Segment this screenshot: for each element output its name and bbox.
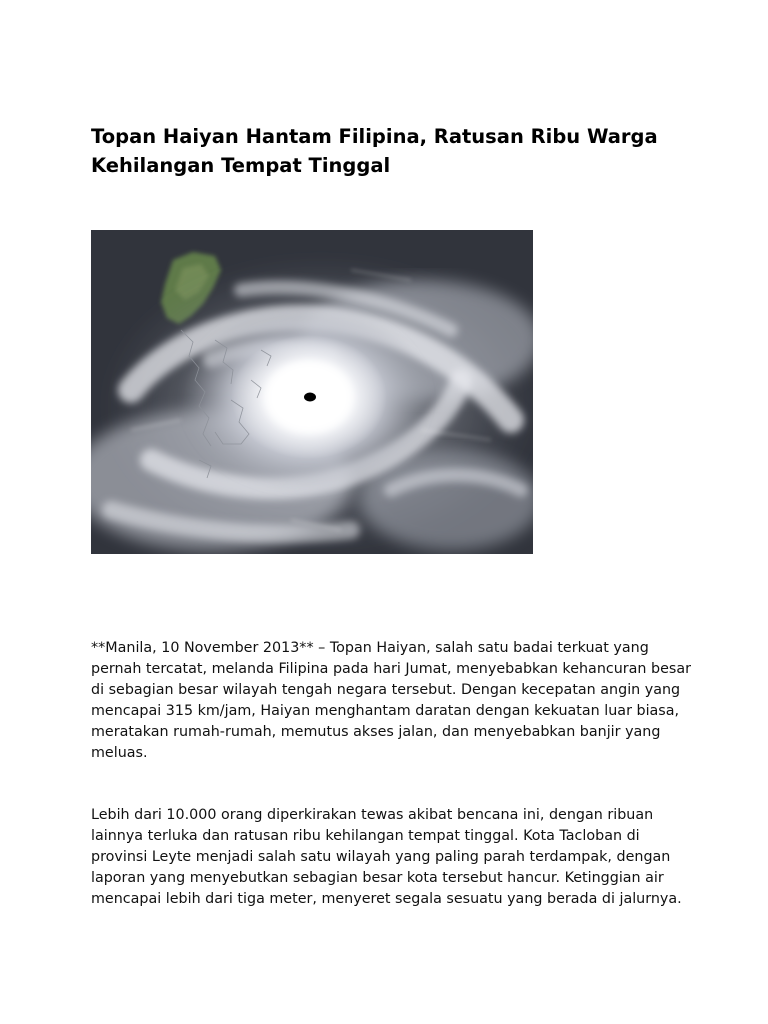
typhoon-satellite-image <box>91 230 533 554</box>
satellite-image-svg <box>91 230 533 554</box>
article-paragraph-1: **Manila, 10 November 2013** – Topan Haiyan, salah satu badai terkuat yang pernah tercatat, melanda Filipina pada hari Jumat, menyebabkan kehancuran besar di sebagian besar wilayah tengah negara tersebut. Dengan kecepatan angin yang mencapai 315 km/jam, Haiyan menghantam daratan dengan kekuatan luar biasa, meratakan rumah-rumah, memutus akses jalan, dan menyebabkan banjir yang meluas. <box>91 640 692 761</box>
article-paragraph-2: Lebih dari 10.000 orang diperkirakan tewas akibat bencana ini, dengan ribuan lainnya terluka dan ratusan ribu kehilangan tempat tinggal. Kota Tacloban di provinsi Leyte menjadi salah satu wilayah yang paling parah terdampak, dengan laporan yang menyebutkan sebagian besar kota tersebut hancur. Ketinggian air mencapai lebih dari tiga meter, menyeret segala sesuatu yang berada di jalurnya. <box>91 807 682 907</box>
typhoon-eye <box>304 393 316 402</box>
article-title: Topan Haiyan Hantam Filipina, Ratusan Ribu Warga Kehilangan Tempat Tinggal <box>91 125 658 177</box>
